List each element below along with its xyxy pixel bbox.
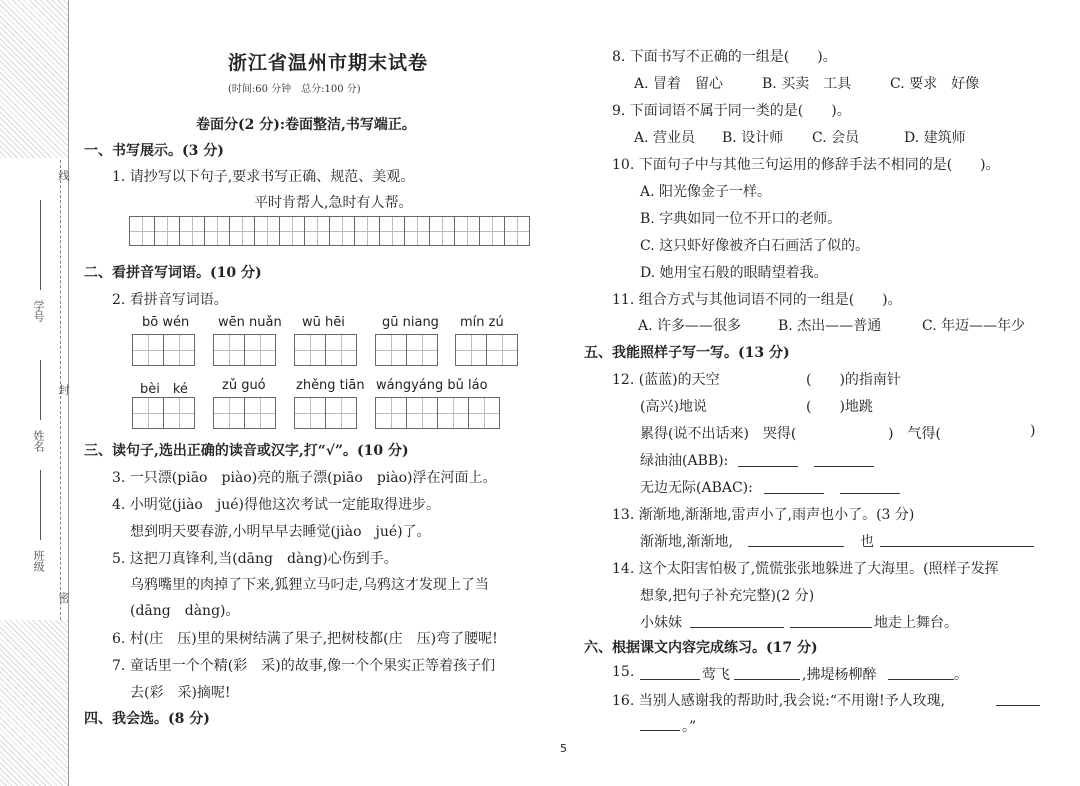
binding-margin — [0, 0, 70, 786]
q15-blank-3[interactable] — [888, 679, 954, 680]
q16-blank-2[interactable] — [640, 730, 680, 731]
q8-option-c[interactable]: C. 要求 好像 — [890, 76, 980, 92]
abac-blank-2[interactable] — [840, 493, 900, 494]
pinyin-5: mín zú — [460, 315, 504, 330]
section-1-title: 一、书写展示。(3 分) — [84, 143, 224, 159]
copy-grid-cell[interactable] — [404, 216, 430, 246]
q3-text: 3. 一只漂(piāo piào)亮的瓶子漂(piāo piào)浮在河面上。 — [112, 470, 497, 486]
section-2-title: 二、看拼音写词语。(10 分) — [84, 265, 262, 281]
q8-option-a[interactable]: A. 冒着 留心 — [634, 76, 724, 92]
pinyin-3: wū hēi — [302, 315, 345, 330]
pinyin-4: gū niang — [382, 315, 439, 330]
q5-text-c: (dāng dàng)。 — [130, 603, 240, 619]
q13-blank-2[interactable] — [880, 546, 1034, 547]
q2-text: 2. 看拼音写词语。 — [112, 292, 228, 308]
copy-grid-cell[interactable] — [479, 216, 505, 246]
section-4-title: 四、我会选。(8 分) — [84, 711, 210, 727]
q10-text: 10. 下面句子中与其他三句运用的修辞手法不相同的是( )。 — [612, 157, 1000, 173]
q7-text-b: 去(彩 采)摘呢! — [130, 685, 231, 701]
name-line — [40, 360, 41, 420]
pinyin-7: zǔ guó — [222, 378, 266, 393]
q14-text-a: 14. 这个太阳害怕极了,慌慌张张地躲进了大海里。(照样子发挥 — [612, 561, 999, 577]
margin-class: 班级 — [32, 550, 45, 572]
page-title: 浙江省温州市期末试卷 — [228, 52, 429, 74]
abb-blank-2[interactable] — [814, 466, 874, 467]
answer-box-3[interactable] — [295, 334, 357, 366]
page-subtitle: (时间:60 分钟 总分:100 分) — [228, 84, 361, 95]
q13-text: 13. 渐渐地,渐渐地,雷声小了,雨声也小了。(3 分) — [612, 507, 915, 523]
score-line: 卷面分(2 分):卷面整洁,书写端正。 — [196, 117, 416, 133]
copy-grid[interactable] — [130, 216, 530, 246]
copy-grid-cell[interactable] — [204, 216, 230, 246]
q12-blank-a[interactable]: ( )的指南针 — [806, 372, 901, 388]
q4-text-b: 想到明天要春游,小明早早去睡觉(jiào jué)了。 — [130, 524, 431, 540]
margin-name: 姓名 — [32, 430, 45, 452]
abb-blank-1[interactable] — [738, 466, 798, 467]
q12-example-b: (高兴)地说 — [640, 399, 707, 415]
q11-text: 11. 组合方式与其他词语不同的一组是( )。 — [612, 292, 902, 308]
q12-blank-c[interactable]: ) 气得( — [888, 426, 941, 442]
q1-text: 1. 请抄写以下句子,要求书写正确、规范、美观。 — [112, 169, 415, 185]
copy-grid-cell[interactable] — [504, 216, 530, 246]
q12-blank-b[interactable]: ( )地跳 — [806, 399, 873, 415]
q15-num: 15. — [612, 664, 635, 680]
copy-grid-cell[interactable] — [129, 216, 155, 246]
pinyin-8: zhěng tiān — [296, 378, 365, 393]
answer-box-4[interactable] — [376, 334, 438, 366]
q15-text-b: ,拂堤杨柳醉 — [802, 667, 877, 683]
q16-end: 。” — [682, 719, 697, 735]
q12-abb: 绿油油(ABB): — [640, 453, 729, 469]
q13-blank-1[interactable] — [748, 546, 844, 547]
pinyin-9: wángyáng bǔ láo — [376, 378, 488, 393]
q10-option-a[interactable]: A. 阳光像金子一样。 — [640, 184, 772, 200]
q12-blank-d[interactable]: ) — [1030, 423, 1036, 439]
q4-text-a: 4. 小明觉(jiào jué)得他这次考试一定能取得进步。 — [112, 497, 440, 513]
copy-grid-cell[interactable] — [329, 216, 355, 246]
q12-abac: 无边无际(ABAC): — [640, 480, 753, 496]
copy-grid-cell[interactable] — [429, 216, 455, 246]
q16-blank-1[interactable] — [996, 705, 1040, 706]
copy-grid-cell[interactable] — [454, 216, 480, 246]
q1-sentence: 平时肯帮人,急时有人帮。 — [254, 195, 413, 211]
copy-grid-cell[interactable] — [229, 216, 255, 246]
q6-text: 6. 村(庄 压)里的果树结满了果子,把树枝都(庄 压)弯了腰呢! — [112, 631, 498, 647]
section-6-title: 六、根据课文内容完成练习。(17 分) — [584, 640, 818, 656]
q9-option-d[interactable]: D. 建筑师 — [904, 130, 966, 146]
copy-grid-cell[interactable] — [279, 216, 305, 246]
class-line — [40, 470, 41, 540]
q14-blank-2[interactable] — [790, 627, 872, 628]
q11-option-a[interactable]: A. 许多——很多 — [638, 318, 742, 334]
page-number: 5 — [560, 742, 567, 755]
q9-option-c[interactable]: C. 会员 — [812, 130, 860, 146]
answer-box-8[interactable] — [295, 397, 357, 429]
q14-prefix: 小妹妹 — [640, 615, 682, 631]
hatch-bottom — [0, 620, 68, 786]
q15-blank-1[interactable] — [640, 679, 700, 680]
answer-box-5[interactable] — [456, 334, 518, 366]
q15-end: 。 — [954, 667, 968, 683]
q15-blank-2[interactable] — [734, 679, 800, 680]
q10-option-d[interactable]: D. 她用宝石般的眼睛望着我。 — [640, 265, 828, 281]
q5-text-b: 乌鸦嘴里的肉掉了下来,狐狸立马叼走,乌鸦这才发现上了当 — [130, 577, 489, 593]
q10-option-b[interactable]: B. 字典如同一位不开口的老师。 — [640, 211, 842, 227]
q13-prefix: 渐渐地,渐渐地, — [640, 534, 733, 550]
q8-text: 8. 下面书写不正确的一组是( )。 — [612, 49, 837, 65]
abac-blank-1[interactable] — [764, 493, 824, 494]
copy-grid-cell[interactable] — [254, 216, 280, 246]
q12-example-c: 累得(说不出话来) 哭得( — [640, 426, 797, 442]
q8-option-b[interactable]: B. 买卖 工具 — [762, 76, 852, 92]
section-5-title: 五、我能照样子写一写。(13 分) — [584, 345, 790, 361]
q14-text-b: 想象,把句子补充完整)(2 分) — [640, 588, 815, 604]
answer-box-2[interactable] — [214, 334, 276, 366]
pinyin-1: bō wén — [142, 315, 190, 330]
copy-grid-cell[interactable] — [154, 216, 180, 246]
id-line — [40, 200, 41, 290]
pinyin-6: bèi ké — [140, 382, 188, 397]
pinyin-2: wēn nuǎn — [218, 315, 282, 330]
margin-xian: 线 — [57, 170, 70, 181]
margin-id: 学号 — [32, 300, 45, 322]
margin-mi: 密 — [57, 592, 70, 603]
copy-grid-cell[interactable] — [179, 216, 205, 246]
q9-option-a[interactable]: A. 营业员 — [634, 130, 696, 146]
q13-ye: 也 — [860, 534, 874, 550]
q9-text: 9. 下面词语不属于同一类的是( )。 — [612, 103, 851, 119]
q14-suffix: 地走上舞台。 — [874, 615, 958, 631]
margin-feng: 封 — [57, 384, 70, 395]
q11-option-c[interactable]: C. 年迈——年少 — [922, 318, 1026, 334]
q11-option-b[interactable]: B. 杰出——普通 — [778, 318, 882, 334]
answer-box-9[interactable] — [376, 397, 500, 429]
copy-grid-cell[interactable] — [379, 216, 405, 246]
q14-blank-1[interactable] — [690, 627, 784, 628]
q5-text-a: 5. 这把刀真锋利,当(dāng dàng)心伤到手。 — [112, 551, 398, 567]
answer-box-1[interactable] — [133, 334, 195, 366]
copy-grid-cell[interactable] — [304, 216, 330, 246]
section-3-title: 三、读句子,选出正确的读音或汉字,打“√”。(10 分) — [84, 443, 409, 459]
q16-text: 16. 当别人感谢我的帮助时,我会说:“不用谢!予人玫瑰, — [612, 693, 946, 709]
q10-option-c[interactable]: C. 这只虾好像被齐白石画活了似的。 — [640, 238, 870, 254]
q15-text-a: 莺飞 — [702, 667, 730, 683]
hatch-top — [0, 0, 68, 158]
answer-box-7[interactable] — [214, 397, 276, 429]
q12-example-a: 12. (蓝蓝)的天空 — [612, 372, 720, 388]
q9-option-b[interactable]: B. 设计师 — [722, 130, 784, 146]
answer-box-6[interactable] — [133, 397, 195, 429]
q7-text-a: 7. 童话里一个个精(彩 采)的故事,像一个个果实正等着孩子们 — [112, 658, 496, 674]
copy-grid-cell[interactable] — [354, 216, 380, 246]
